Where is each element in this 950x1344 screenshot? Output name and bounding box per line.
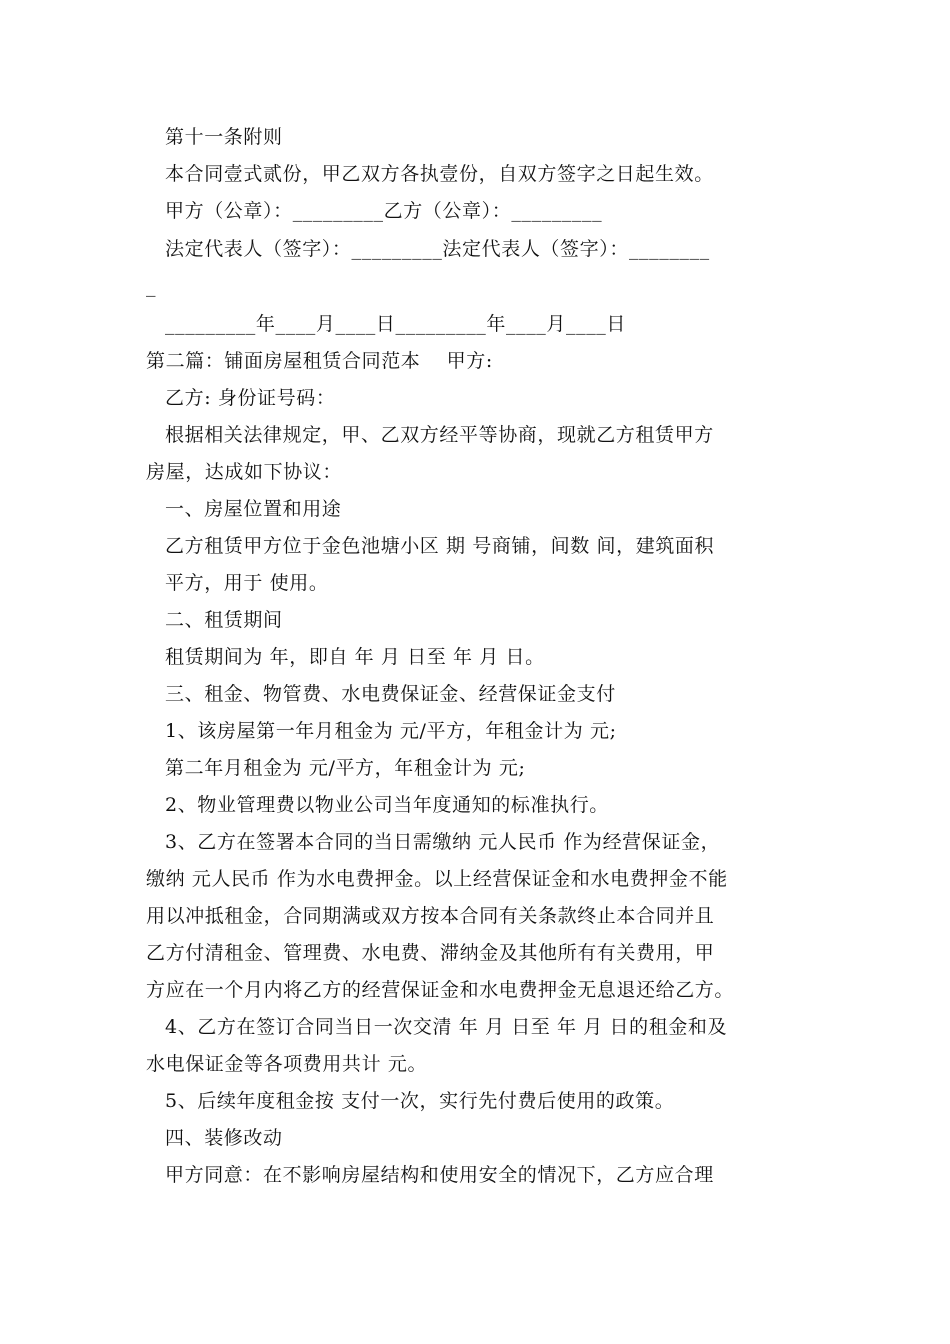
party-a-seal-label: 甲方（公章）： [165,200,293,222]
section-one-heading: 一、房屋位置和用途 [165,498,342,520]
effectiveness-clause: 本合同壹式贰份，甲乙双方各执壹份，自双方签字之日起生效。 [165,163,714,185]
second-year-rent-clause: 第二年月租金为 元/平方，年租金计为 元; [165,757,526,779]
article-eleven-heading: 第十一条附则 [165,126,283,148]
deposit-clause-line-1: 3、乙方在签署本合同的当日需缴纳 元人民币 作为经营保证金， [165,831,721,853]
subsequent-rent-clause: 5、后续年度租金按 支付一次，实行先付费后使用的政策。 [165,1090,675,1112]
party-b-rep-blank: ________ [628,238,710,260]
deposit-clause-line-5: 方应在一个月内将乙方的经营保证金和水电费押金无息退还给乙方。 [146,979,735,1001]
representative-line [165,236,710,262]
second-contract-title: 第二篇：铺面房屋租赁合同范本 甲方: [146,350,493,372]
deposit-clause-line-2: 缴纳 元人民币 作为水电费押金。以上经营保证金和水电费押金不能 [146,868,728,890]
party-b-seal-blank: _________ [511,200,603,222]
date-blanks-line: _________年____月____日_________年____月____日 [165,313,626,335]
seal-line [165,198,602,224]
first-year-rent-clause: 1、该房屋第一年月租金为 元/平方，年租金计为 元; [165,720,617,742]
property-fee-clause: 2、物业管理费以物业公司当年度通知的标准执行。 [165,794,609,816]
party-a-rep-label: 法定代表人（签字）： [165,238,352,260]
location-clause-line-2: 平方，用于 使用。 [165,572,329,594]
section-four-heading: 四、装修改动 [165,1127,283,1149]
preamble-line-1: 根据相关法律规定，甲、乙双方经平等协商，现就乙方租赁甲方 [165,424,714,446]
deposit-clause-line-3: 用以冲抵租金，合同期满或双方按本合同有关条款终止本合同并且 [146,905,715,927]
renovation-clause-line-1: 甲方同意：在不影响房屋结构和使用安全的情况下，乙方应合理 [165,1164,714,1186]
party-a-seal-blank: _________ [292,200,384,222]
party-b-rep-label: 法定代表人（签字）： [442,238,629,260]
location-clause-line-1: 乙方租赁甲方位于金色池塘小区 期 号商铺，间数 间，建筑面积 [165,535,715,557]
party-a-rep-blank: _________ [351,238,443,260]
deposit-clause-line-4: 乙方付清租金、管理费、水电费、滞纳金及其他所有有关费用，甲 [146,942,715,964]
lease-term-clause: 租赁期间为 年，即自 年 月 日至 年 月 日。 [165,646,545,668]
party-b-seal-label: 乙方（公章）： [383,200,512,222]
representative-line-wrap: _ [146,275,157,297]
section-three-heading: 三、租金、物管费、水电费保证金、经营保证金支付 [165,683,616,705]
section-two-heading: 二、租赁期间 [165,609,283,631]
party-b-id-line: 乙方: 身份证号码： [165,387,336,409]
preamble-line-2: 房屋，达成如下协议： [146,461,343,483]
payment-clause-line-2: 水电保证金等各项费用共计 元。 [146,1053,428,1075]
payment-clause-line-1: 4、乙方在签订合同当日一次交清 年 月 日至 年 月 日的租金和及 [165,1016,728,1038]
